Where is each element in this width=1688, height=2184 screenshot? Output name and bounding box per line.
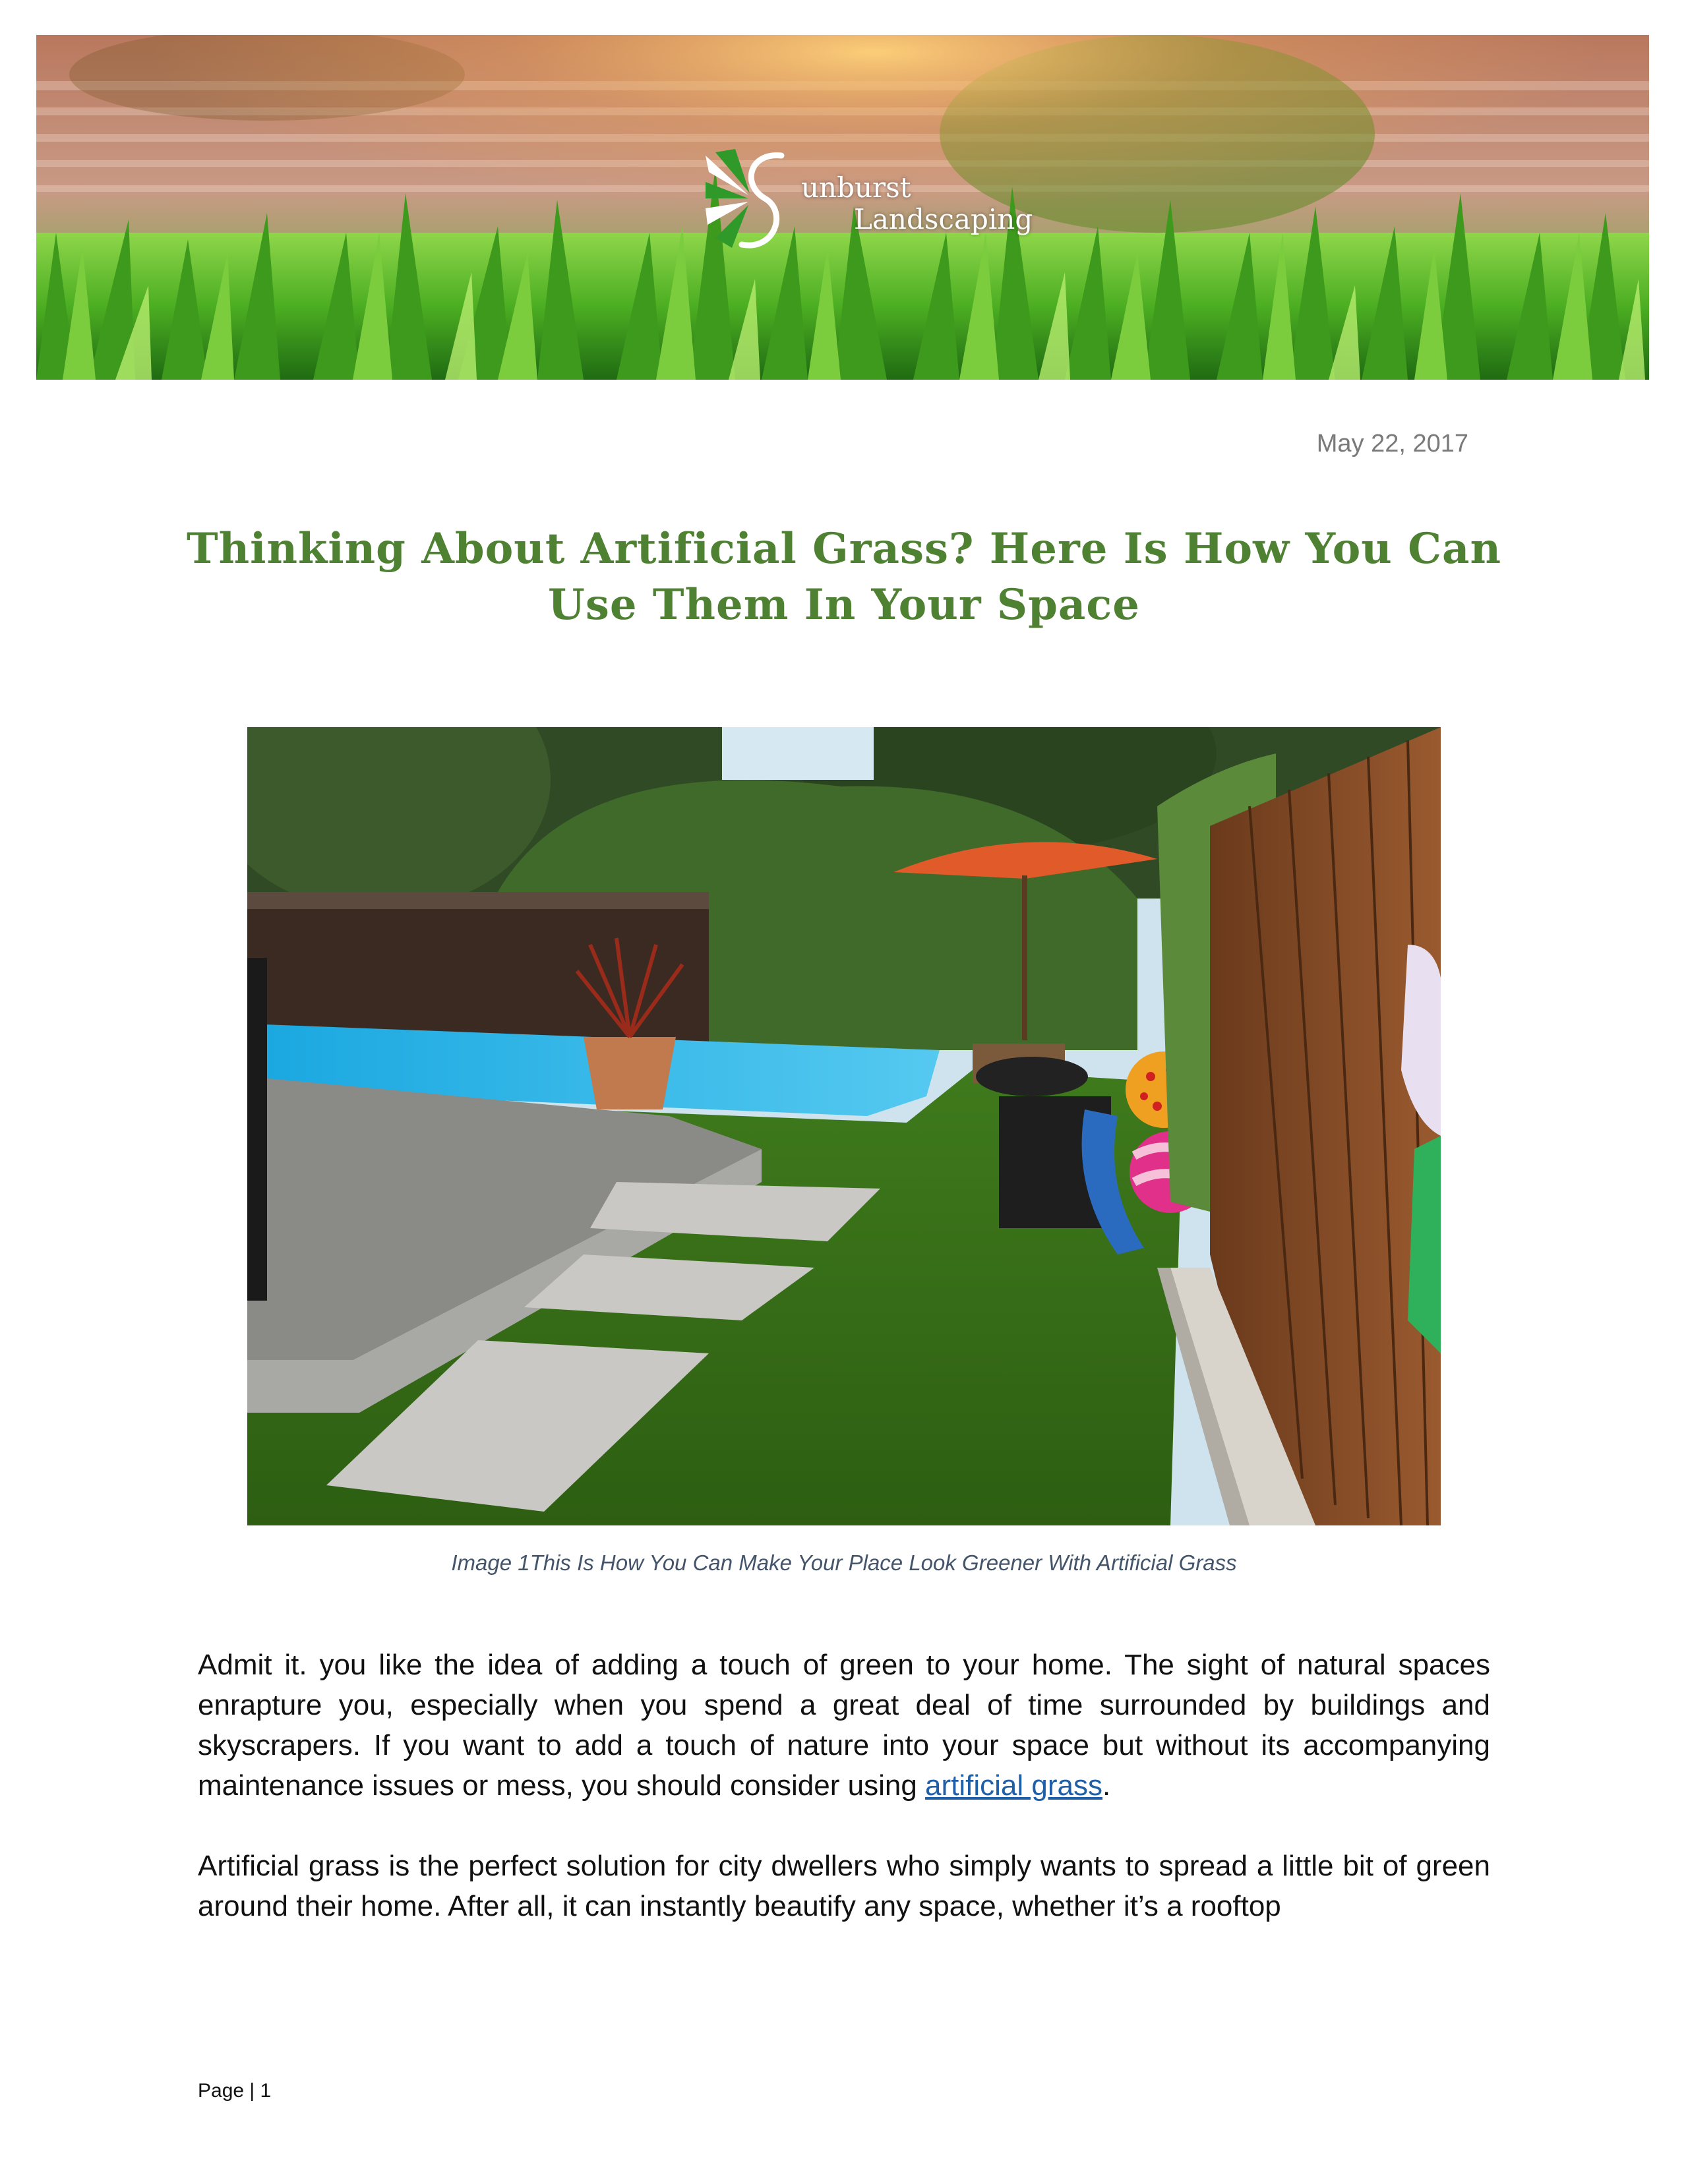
paragraph-1-text: Admit it. you like the idea of adding a touch of green to your home. The sight of natural spaces enrapture you, especially when you spend a great deal of time surrounded by buildings and skyscrapers. If you want to add a touch of nature into your space but without its accompanying maintenance issues or mess, you should consider using (198, 1649, 1490, 1802)
figure-caption: Image 1This Is How You Can Make Your Place Look Greener With Artificial Grass (451, 1550, 1237, 1575)
paragraph-1 (198, 1645, 1490, 1806)
logo-line-1: unburst (801, 171, 911, 204)
sunburst-logo-icon (702, 146, 795, 258)
artificial-grass-backyard-photo (247, 727, 1441, 1525)
artificial-grass-link[interactable]: artificial grass (925, 1769, 1102, 1802)
publish-date: May 22, 2017 (1316, 430, 1468, 457)
logo-line-2: Landscaping (854, 203, 1033, 235)
paragraph-1-end: . (1102, 1769, 1111, 1802)
logo-wordmark (801, 172, 1033, 235)
backyard-illustration (247, 727, 1441, 1525)
header-banner (36, 35, 1649, 380)
paragraph-2: Artificial grass is the perfect solution for city dwellers who simply wants to spread a little bit of green around their home. After all, it can instantly beautify any space, whether it’s a rooftop (198, 1850, 1490, 1922)
article-title: Thinking About Artificial Grass? Here Is How You Can Use Them In Your Space (186, 524, 1502, 630)
company-logo (702, 146, 1071, 310)
page-number: Page | 1 (198, 2080, 272, 2102)
